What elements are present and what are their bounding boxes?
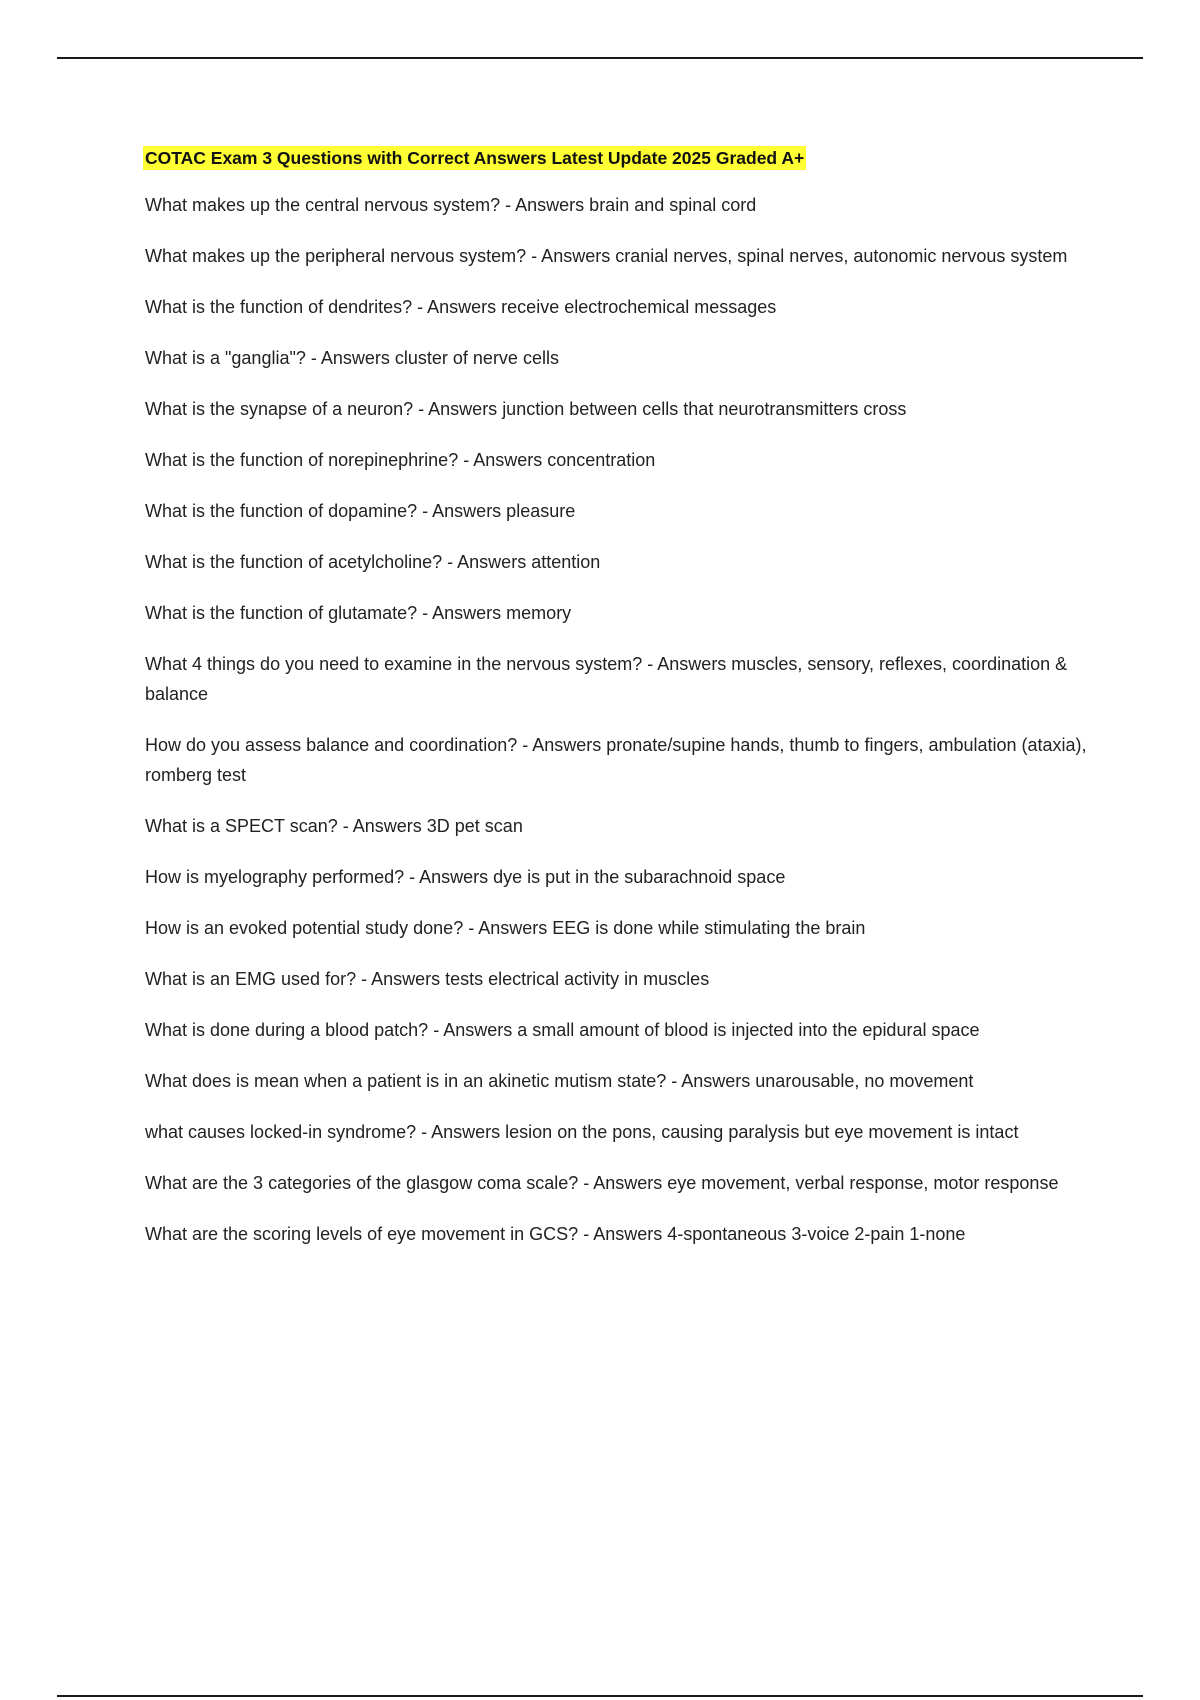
qa-item: What is the function of glutamate? - Answers memory — [145, 603, 572, 623]
title-block — [145, 146, 1095, 190]
qa-item: How do you assess balance and coordination? - Answers pronate/supine hands, thumb to fingers, ambulation (ataxia), romberg test — [145, 735, 1087, 785]
qa-item: What is an EMG used for? - Answers tests electrical activity in muscles — [145, 969, 710, 989]
qa-item: what causes locked-in syndrome? - Answers lesion on the pons, causing paralysis but eye movement is intact — [145, 1122, 1019, 1142]
qa-item: What is a SPECT scan? - Answers 3D pet scan — [145, 816, 523, 836]
qa-item: What are the 3 categories of the glasgow coma scale? - Answers eye movement, verbal response, motor response — [145, 1173, 1059, 1193]
qa-item: What makes up the peripheral nervous system? - Answers cranial nerves, spinal nerves, autonomic nervous system — [145, 246, 1068, 266]
qa-item: What is the function of acetylcholine? - Answers attention — [145, 552, 601, 572]
header-rule — [57, 57, 1143, 59]
qa-item: How is an evoked potential study done? - Answers EEG is done while stimulating the brain — [145, 918, 866, 938]
footer-rule — [57, 1695, 1143, 1697]
qa-item: What is done during a blood patch? - Answers a small amount of blood is injected into the epidural space — [145, 1020, 980, 1040]
qa-item: How is myelography performed? - Answers dye is put in the subarachnoid space — [145, 867, 786, 887]
document-title: COTAC Exam 3 Questions with Correct Answers Latest Update 2025 Graded A+ — [145, 148, 805, 168]
qa-list — [145, 190, 1095, 1249]
qa-item: What makes up the central nervous system? - Answers brain and spinal cord — [145, 195, 757, 215]
qa-item: What 4 things do you need to examine in the nervous system? - Answers muscles, sensory, reflexes, coordination & balance — [145, 654, 1068, 704]
qa-item: What does is mean when a patient is in an akinetic mutism state? - Answers unarousable, no movement — [145, 1071, 974, 1091]
qa-item: What is the synapse of a neuron? - Answers junction between cells that neurotransmitters cross — [145, 399, 907, 419]
document-body — [145, 146, 1095, 1270]
qa-item: What are the scoring levels of eye movement in GCS? - Answers 4-spontaneous 3-voice 2-pain 1-none — [145, 1224, 966, 1244]
qa-item: What is the function of dopamine? - Answers pleasure — [145, 501, 576, 521]
qa-item: What is the function of norepinephrine? - Answers concentration — [145, 450, 656, 470]
qa-item: What is a "ganglia"? - Answers cluster of nerve cells — [145, 348, 559, 368]
qa-item: What is the function of dendrites? - Answers receive electrochemical messages — [145, 297, 777, 317]
